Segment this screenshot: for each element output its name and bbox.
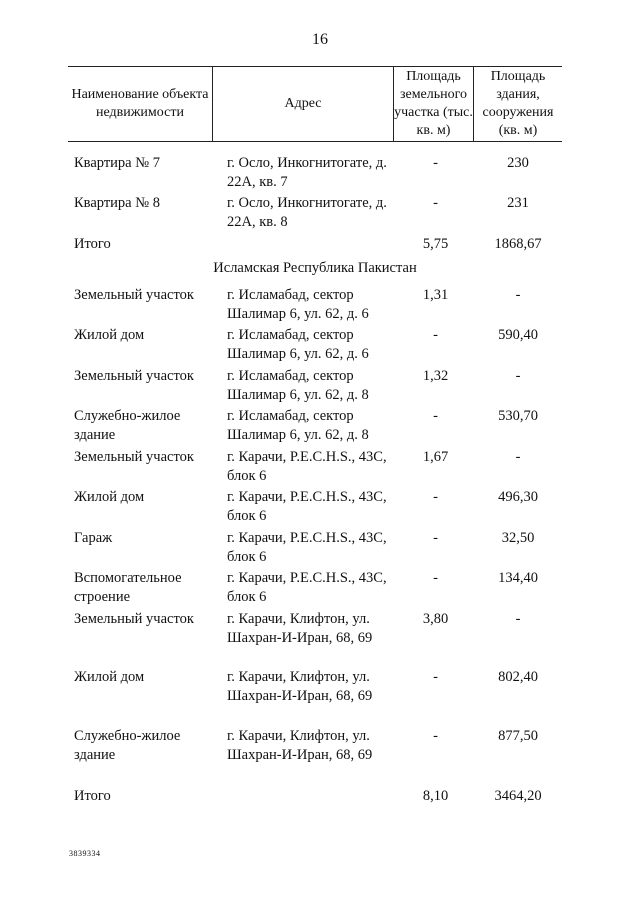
header-land-area: Площадь земельного участка (тыс. кв. м): [394, 69, 473, 138]
land-area-value: -: [433, 530, 438, 546]
property-name: Жилой дом: [74, 327, 145, 343]
land-area-value: 1,31: [422, 287, 449, 303]
building-area-value: 496,30: [498, 489, 538, 505]
header-name: Наименование объекта недвижимости: [71, 87, 209, 120]
property-name: Служебно-жилое здание: [74, 408, 181, 443]
property-address: г. Карачи, P.E.C.H.S., 43С, блок 6: [227, 449, 387, 484]
property-name: Квартира № 7: [74, 155, 160, 171]
property-name: Итого: [74, 236, 111, 252]
building-area-value: 134,40: [498, 570, 538, 586]
property-name: Квартира № 8: [74, 195, 160, 211]
land-area-value: -: [433, 570, 438, 586]
table-header: [68, 66, 562, 142]
property-name: Итого: [74, 788, 111, 804]
building-area-value: -: [515, 287, 521, 303]
land-area-value: -: [433, 669, 438, 685]
building-area-value: -: [515, 611, 521, 627]
property-address: г. Карачи, P.E.C.H.S., 43С, блок 6: [227, 530, 387, 565]
property-name: Жилой дом: [74, 669, 145, 685]
property-address: г. Исламабад, сектор Шалимар 6, ул. 62, д. 6: [227, 287, 369, 322]
land-area-value: 8,10: [422, 788, 449, 804]
land-area-value: -: [433, 195, 438, 211]
building-area-value: -: [515, 368, 521, 384]
building-area-value: 32,50: [501, 530, 535, 546]
building-area-value: 3464,20: [494, 788, 542, 804]
header-address: Адрес: [284, 96, 322, 111]
property-name: Жилой дом: [74, 489, 145, 505]
land-area-value: -: [433, 408, 438, 424]
property-address: г. Осло, Инкогнитогате, д. 22А, кв. 7: [227, 155, 387, 190]
building-area-value: 231: [507, 195, 529, 211]
land-area-value: 1,67: [422, 449, 449, 465]
property-address: г. Исламабад, сектор Шалимар 6, ул. 62, д. 6: [227, 327, 369, 362]
building-area-value: 530,70: [498, 408, 538, 424]
property-name: Земельный участок: [74, 287, 194, 303]
property-address: г. Карачи, P.E.C.H.S., 43С, блок 6: [227, 489, 387, 524]
property-address: г. Исламабад, сектор Шалимар 6, ул. 62, д. 8: [227, 408, 369, 443]
land-area-value: 1,32: [422, 368, 449, 384]
building-area-value: 1868,67: [494, 236, 542, 252]
land-area-value: 5,75: [422, 236, 449, 252]
property-address: г. Осло, Инкогнитогате, д. 22А, кв. 8: [227, 195, 387, 230]
property-address: г. Исламабад, сектор Шалимар 6, ул. 62, д. 8: [227, 368, 369, 403]
property-address: г. Карачи, Клифтон, ул. Шахран-И-Иран, 68, 69: [227, 669, 373, 704]
property-table: [68, 66, 562, 804]
document-code: 3839334: [69, 849, 101, 858]
land-area-value: -: [433, 327, 438, 343]
property-name: Земельный участок: [74, 368, 194, 384]
building-area-value: 877,50: [498, 728, 538, 744]
header-building-area: Площадь здания, сооружения (кв. м): [482, 69, 554, 138]
property-name: Служебно-жилое здание: [74, 728, 181, 763]
property-address: г. Карачи, Клифтон, ул. Шахран-И-Иран, 68, 69: [227, 611, 373, 646]
land-area-value: -: [433, 155, 438, 171]
building-area-value: 802,40: [498, 669, 538, 685]
property-name: Гараж: [74, 530, 113, 546]
property-name: Земельный участок: [74, 611, 194, 627]
property-name: Вспомогательное строение: [74, 570, 182, 605]
property-name: Земельный участок: [74, 449, 194, 465]
building-area-value: 590,40: [498, 327, 538, 343]
building-area-value: -: [515, 449, 521, 465]
section-heading: Исламская Республика Пакистан: [213, 260, 417, 276]
land-area-value: 3,80: [422, 611, 449, 627]
land-area-value: -: [433, 489, 438, 505]
property-address: г. Карачи, P.E.C.H.S., 43С, блок 6: [227, 570, 387, 605]
property-address: г. Карачи, Клифтон, ул. Шахран-И-Иран, 68, 69: [227, 728, 373, 763]
page-number: 16: [312, 31, 328, 48]
land-area-value: -: [433, 728, 438, 744]
building-area-value: 230: [507, 155, 529, 171]
